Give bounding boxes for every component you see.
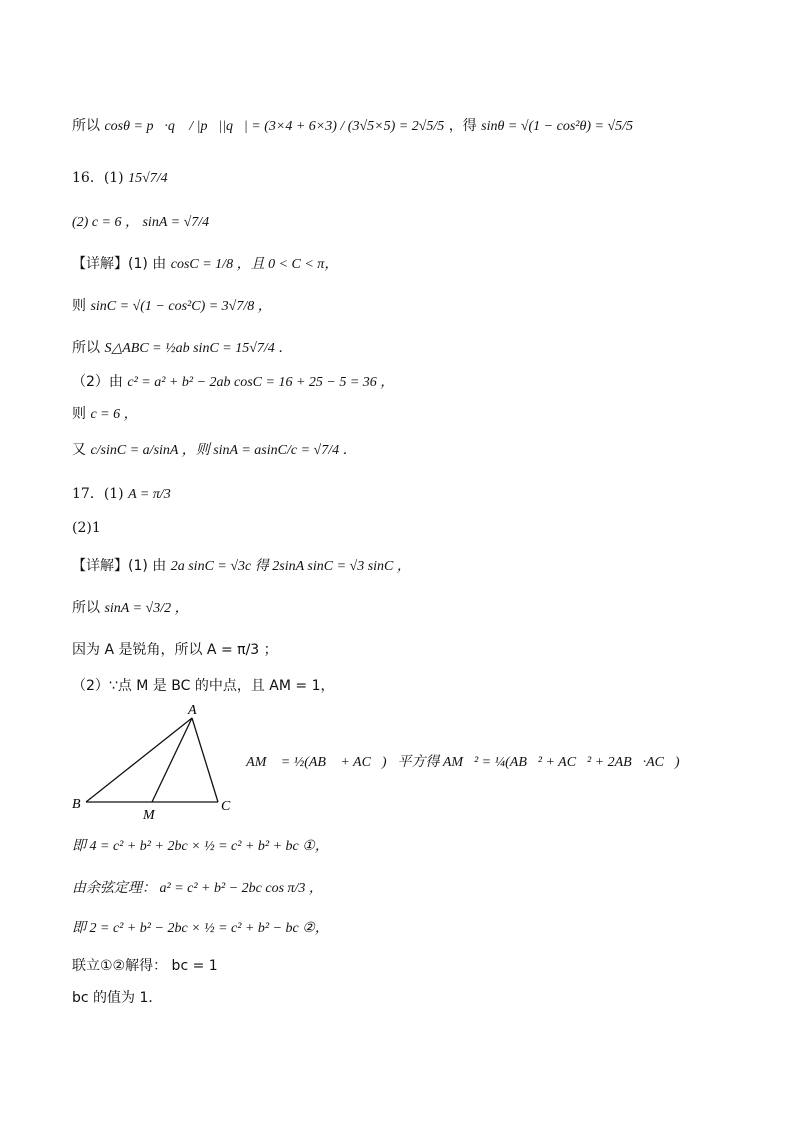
formula: 即 4 = c² + b² + 2bc × ½ = c² + b² + bc ①， [72,839,329,854]
formula: S△ABC = ½ab sinC = 15√7/4 ． [104,341,293,356]
q16-detail-6 [72,440,357,461]
formula: c² = a² + b² − 2ab cosC = 16 + 25 − 5 = 36 ， [127,375,395,390]
text: 所以 [72,118,100,134]
formula: c/sinC = a/sinA ，则 sinA = asinC/c = √7/4 ． [90,443,357,458]
q17-detail-3 [72,640,278,660]
formula-cos-theta: cosθ = p⃗·q⃗ / |p⃗||q⃗| = (3×4 + 6×3) / (3√5×5) = 2√5/5 [104,119,445,134]
q16-answer-2 [72,212,209,233]
q17-detail-1 [72,556,411,577]
text: ，得 [448,118,477,134]
label-m: M [143,808,155,823]
q16-detail-2 [72,296,272,317]
q17-detail-8 [72,918,329,939]
side-ba [86,718,192,802]
text: （2）由 [72,374,123,390]
q16-label: 16．(1) [72,170,124,186]
median-am [152,718,192,802]
formula: 即 2 = c² + b² − 2bc × ½ = c² + b² − bc ②， [72,921,329,936]
text: 又 [72,442,86,458]
q17-detail-7 [72,878,323,899]
text: 所以 [72,600,100,616]
text: 则 [72,406,86,422]
side-ac [192,718,218,802]
q17-detail-6 [72,836,329,857]
q16-detail-3 [72,338,292,359]
label-a: A [188,703,197,718]
q16-detail-5 [72,404,138,425]
q17-ans2: (2)1 [72,520,101,536]
q17-ans1: A = π/3 [128,487,171,502]
formula: 由余弦定理： a² = c² + b² − 2bc cos π/3 ， [72,881,323,896]
label-b: B [72,797,81,812]
text: （2）∵点 M 是 BC 的中点，且 AM = 1， [72,678,335,694]
q17-answer-1 [72,484,171,505]
q17-detail-2 [72,598,189,619]
q16-ans2: (2) c = 6 ， sinA = √7/4 [72,215,210,230]
formula: cosC = 1/8 ，且 0 < C < π， [170,257,339,272]
detail-label: 【详解】(1) 由 [72,256,167,272]
formula: sinC = √(1 − cos²C) = 3√7/8 ， [90,299,272,314]
q16-detail-1 [72,254,338,275]
formula: c = 6 ， [90,407,138,422]
line-cos-theta [72,116,633,137]
text: 则 [72,298,86,314]
detail-label: 【详解】(1) 由 [72,558,167,574]
formula: ∴ AM⃗ = ½(AB⃗ + AC⃗)，平方得 AM⃗² = ¼(AB⃗² + AC⃗² + 2AB⃗·AC⃗)， [232,755,691,770]
q17-detail-4 [72,676,334,696]
q16-answer-1 [72,168,168,189]
q17-detail-5 [232,752,690,773]
formula-sin-theta: sinθ = √(1 − cos²θ) = √5/5 [481,119,634,134]
formula: sinA = √3/2 ， [104,601,189,616]
text: 因为 A 是锐角，所以 A = π/3 ； [72,642,278,658]
q17-detail-10 [72,988,162,1008]
q16-detail-4 [72,372,394,393]
q17-detail-9 [72,956,218,976]
q16-ans1: 15√7/4 [128,171,168,186]
text: 联立①②解得： bc = 1 [72,958,218,974]
q17-answer-2 [72,518,101,538]
triangle-figure [66,700,246,825]
q17-label: 17．(1) [72,486,124,502]
formula: 2a sinC = √3c 得 2sinA sinC = √3 sinC ， [170,559,411,574]
text: bc 的值为 1． [72,990,163,1006]
label-c: C [221,799,231,814]
text: 所以 [72,340,100,356]
